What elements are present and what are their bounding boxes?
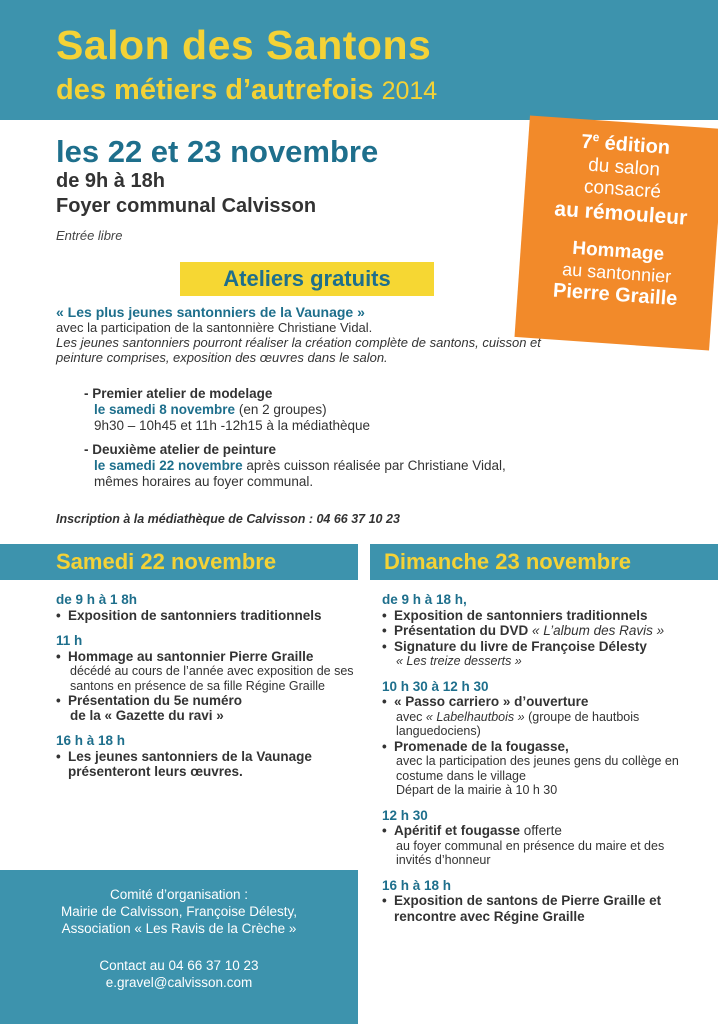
- subtitle-text: des métiers d’autrefois: [56, 74, 374, 106]
- ateliers-description: Les jeunes santonniers pourront réaliser la création complète de santons, cuisson et peinture comprises, exposition des œuvres dans le salon.: [56, 335, 541, 365]
- inscription-line: Inscription à la médiathèque de Calvisson : 04 66 37 10 23: [56, 512, 400, 526]
- program-group: 11 h • Hommage au santonnier Pierre Graille décédé au cours de l’année avec exposition de ses santons en présence de sa fille Régine Graille • Présentation du 5e numéro de la « Gazette du ravi »: [56, 633, 354, 723]
- ateliers-title: Ateliers gratuits: [180, 262, 434, 296]
- edition-line-4: au rémouleur: [553, 197, 689, 230]
- ateliers-participation: avec la participation de la santonnière Christiane Vidal.: [56, 320, 373, 335]
- edition-line: 7e édition: [580, 129, 671, 159]
- poster-subtitle: [56, 74, 437, 107]
- edition-line-3: consacré: [583, 176, 662, 203]
- committee-email: e.gravel@calvisson.com: [105, 975, 253, 990]
- committee-box: [0, 870, 358, 1024]
- event-entry: Entrée libre: [56, 228, 123, 243]
- saturday-heading: Samedi 22 novembre: [0, 544, 358, 580]
- committee-line-3: Association « Les Ravis de la Crèche »: [61, 921, 297, 936]
- poster-title: Salon des Santons: [56, 22, 432, 68]
- ateliers-intro: [56, 305, 576, 365]
- program-group: 16 h à 18 h • Les jeunes santonniers de la Vaunage présenteront leurs œuvres.: [56, 733, 312, 779]
- committee-contact: Contact au 04 66 37 10 23: [99, 958, 259, 973]
- program-group: 10 h 30 à 12 h 30 • « Passo carriero » d’ouverture avec « Labelhautbois » (groupe de hautbois languedociens) • Promenade de la fougasse, avec la participation des jeunes gens du collège en costume dans le village Départ de la mairie à 10 h 30: [382, 678, 679, 797]
- header-banner: [0, 0, 718, 120]
- saturday-program: [56, 592, 356, 790]
- sunday-program: [382, 592, 702, 934]
- ateliers-quote: « Les plus jeunes santonniers de la Vaunage »: [56, 304, 365, 320]
- workshop-list: [84, 386, 554, 498]
- edition-line-2: du salon: [587, 154, 661, 181]
- edition-line-7: Pierre Graille: [552, 279, 679, 310]
- program-group: 16 h à 18 h • Exposition de santons de Pierre Graille et rencontre avec Régine Graille: [382, 877, 662, 924]
- program-group: de 9 h à 18 h, • Exposition de santonniers traditionnels • Présentation du DVD « L’album des Ravis » • Signature du livre de Françoise Délesty « Les treize desserts »: [382, 592, 665, 668]
- event-hours: de 9h à 18h: [56, 170, 165, 192]
- workshop-item: - Deuxième atelier de peinture le samedi 22 novembre après cuisson réalisée par Christiane Vidal, mêmes horaires au foyer communal.: [84, 442, 506, 489]
- edition-line-5: Hommage: [571, 237, 665, 265]
- edition-line-6: au santonnier: [561, 258, 672, 287]
- event-dates: les 22 et 23 novembre: [56, 134, 379, 169]
- subtitle-year: 2014: [381, 77, 438, 105]
- committee-line-1: Comité d’organisation :: [109, 887, 249, 902]
- workshop-item: - Premier atelier de modelage le samedi 8 novembre (en 2 groupes) 9h30 – 10h45 et 11h -12h15 à la médiathèque: [84, 386, 370, 433]
- program-group: 12 h 30 • Apéritif et fougasse offerte au foyer communal en présence du maire et des invités d’honneur: [382, 807, 665, 867]
- sunday-heading: Dimanche 23 novembre: [370, 544, 718, 580]
- event-venue: Foyer communal Calvisson: [56, 195, 317, 217]
- committee-line-2: Mairie de Calvisson, Françoise Délesty,: [60, 904, 298, 919]
- program-group: de 9 h à 1 8h • Exposition de santonniers traditionnels: [56, 592, 322, 623]
